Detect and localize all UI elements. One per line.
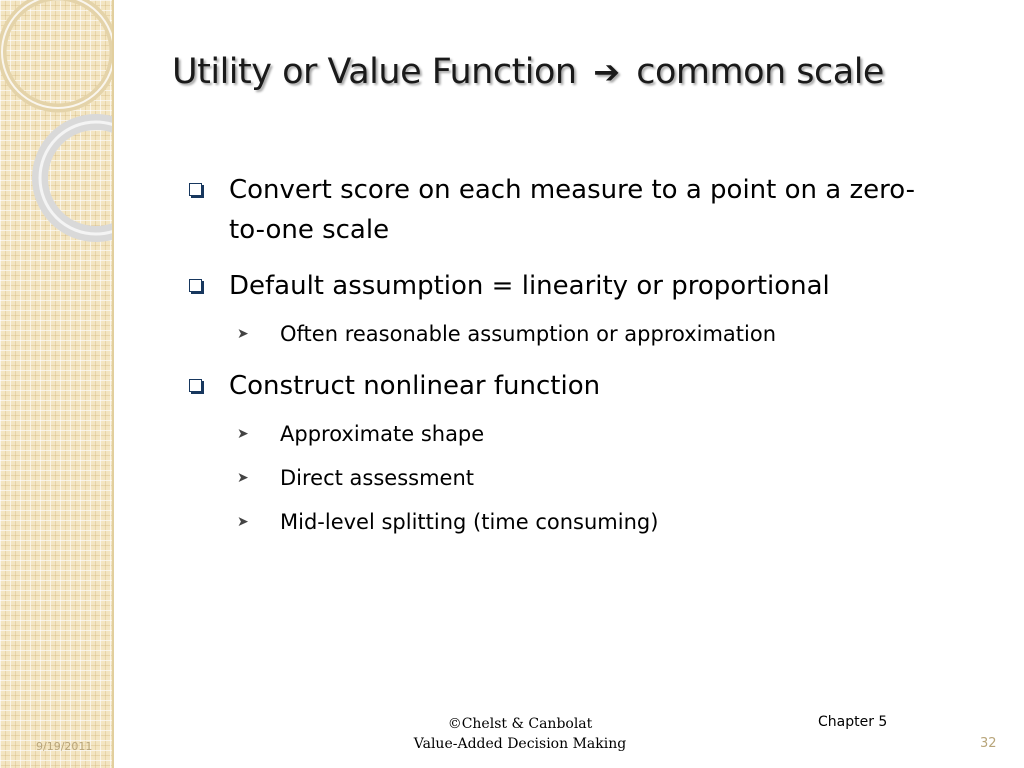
sub-bullet-item bbox=[185, 462, 925, 494]
sub-bullet-item bbox=[185, 318, 925, 350]
sub-bullet-text: Approximate shape bbox=[280, 422, 485, 446]
bullet-text: Construct nonlinear function bbox=[229, 371, 601, 401]
bullet-item bbox=[185, 170, 925, 250]
bullet-text: Default assumption = linearity or proportional bbox=[229, 271, 830, 301]
bullet-text: Convert score on each measure to a point on a zero-to-one scale bbox=[229, 175, 915, 245]
title-text-main: Utility or Value Function bbox=[172, 52, 577, 92]
arrowhead-bullet-icon: ➤ bbox=[237, 426, 249, 442]
sub-bullet-text: Often reasonable assumption or approximation bbox=[280, 322, 777, 346]
title-text-scale: common scale bbox=[636, 52, 884, 92]
arrowhead-bullet-icon: ➤ bbox=[237, 514, 249, 530]
bullet-list bbox=[185, 170, 925, 554]
decorative-rings bbox=[0, 0, 112, 300]
footer-book-title: Value-Added Decision Making bbox=[413, 736, 627, 752]
sub-bullet-text: Direct assessment bbox=[280, 466, 475, 490]
slide-title bbox=[172, 52, 884, 92]
decorative-sidebar bbox=[0, 0, 114, 768]
bullet-item bbox=[185, 366, 925, 406]
footer-chapter: Chapter 5 bbox=[818, 714, 888, 730]
slide-number: 32 bbox=[980, 736, 997, 751]
footer-date: 9/19/2011 bbox=[36, 740, 93, 753]
square-bullet-icon bbox=[189, 379, 202, 392]
footer-credits bbox=[400, 714, 640, 754]
sub-bullet-item bbox=[185, 418, 925, 450]
bullet-item bbox=[185, 266, 925, 306]
right-arrow-icon: ➔ bbox=[593, 53, 620, 91]
footer-copyright: ©Chelst & Canbolat bbox=[447, 716, 593, 732]
square-bullet-icon bbox=[189, 183, 202, 196]
arrowhead-bullet-icon: ➤ bbox=[237, 326, 249, 342]
square-bullet-icon bbox=[189, 279, 202, 292]
sub-bullet-text: Mid-level splitting (time consuming) bbox=[280, 510, 659, 534]
sub-bullet-item bbox=[185, 506, 925, 538]
arrowhead-bullet-icon: ➤ bbox=[237, 470, 249, 486]
